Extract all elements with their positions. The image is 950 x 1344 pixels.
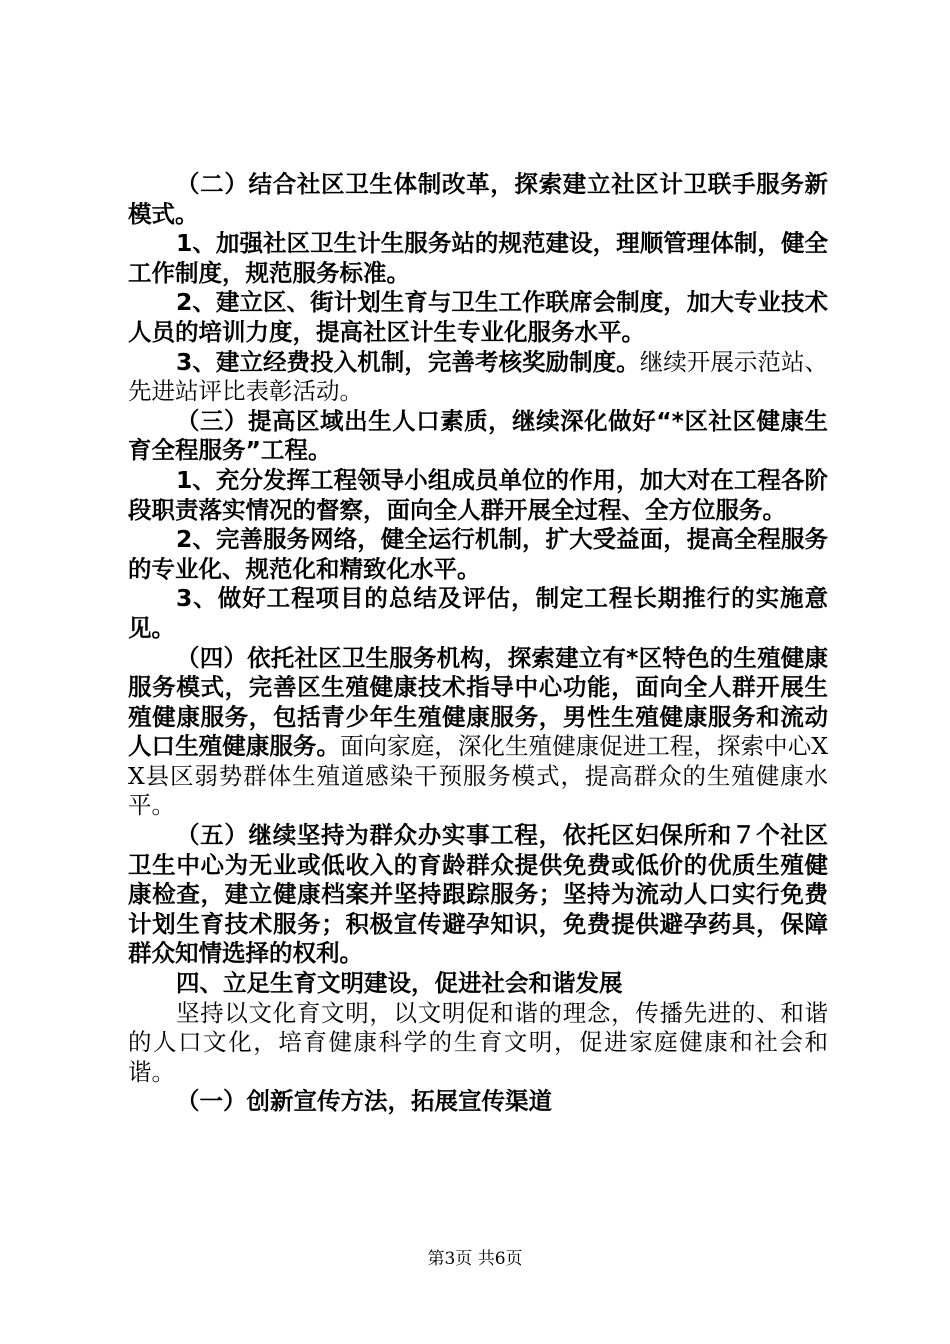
paragraph-section-5: （五）继续坚持为群众办实事工程，依托区妇保所和７个社区卫生中心为无业或低收入的育龄群众提供免费或低价的优质生殖健康检查，建立健康档案并坚持跟踪服务；坚持为流动人口实行免费计划生育技术服务；积极宣传避孕知识，免费提供避孕药具，保障群众知情选择的权利。 bbox=[128, 821, 828, 968]
paragraph-section-4-tail: 面向家庭，深化生殖健康促进工程，探索中心XX县区弱势群体生殖道感染干预服务模式，提高群众的生殖健康水平。 bbox=[128, 732, 829, 820]
paragraph-3-item-2: 2、完善服务网络，健全运行机制，扩大受益面，提高全程服务的专业化、规范化和精致化水平。 bbox=[128, 525, 828, 583]
paragraph-2-item-1: 1、加强社区卫生计生服务站的规范建设，理顺管理体制，健全工作制度，规范服务标准。 bbox=[128, 229, 828, 287]
paragraph-part-4-intro: 坚持以文化育文明，以文明促和谐的理念，传播先进的、和谐的人口文化，培育健康科学的生育文明，促进家庭健康和社会和谐。 bbox=[128, 998, 828, 1086]
paragraph-2-item-2: 2、建立区、街计划生育与卫生工作联席会制度，加大专业技术人员的培训力度，提高社区计生专业化服务水平。 bbox=[128, 288, 828, 346]
paragraph-2-item-3-tail: 继续开展示范站、先进站评比表彰活动。 bbox=[128, 347, 828, 406]
paragraph-3-item-1: 1、充分发挥工程领导小组成员单位的作用，加大对在工程各阶段职责落实情况的督察，面向全人群开展全过程、全方位服务。 bbox=[128, 465, 828, 524]
paragraph-section-2-heading: （二）结合社区卫生体制改革，探索建立社区计卫联手服务新模式。 bbox=[128, 170, 828, 228]
page-footer: 第3页 共6页 bbox=[427, 1249, 523, 1269]
paragraph-section-4: （四）依托社区卫生服务机构，探索建立有*区特色的生殖健康服务模式，完善区生殖健康技术指导中心功能，面向全人群开展生殖健康服务，包括青少年生殖健康服务，男性生殖健康服务和流动人口生殖健康服务。面向家庭，深化生殖健康促进工程，探索中心XX县区弱势群体生殖道感染干预服务模式，提高群众的生殖健康水平。 bbox=[128, 643, 829, 820]
body-text bbox=[128, 170, 828, 1117]
paragraph-3-item-3: 3、做好工程项目的总结及评估，制定工程长期推行的实施意见。 bbox=[128, 584, 828, 642]
paragraph-part-4-heading: 四、立足生育文明建设，促进社会和谐发展 bbox=[176, 969, 623, 998]
paragraph-section-3-heading: （三）提高区域出生人口素质，继续深化做好“*区社区健康生育全程服务”工程。 bbox=[128, 406, 828, 465]
paragraph-2-item-3: 3、建立经费投入机制，完善考核奖励制度。继续开展示范站、先进站评比表彰活动。 bbox=[128, 347, 828, 406]
paragraph-part-4-sub-1-heading: （一）创新宣传方法，拓展宣传渠道 bbox=[176, 1087, 552, 1116]
